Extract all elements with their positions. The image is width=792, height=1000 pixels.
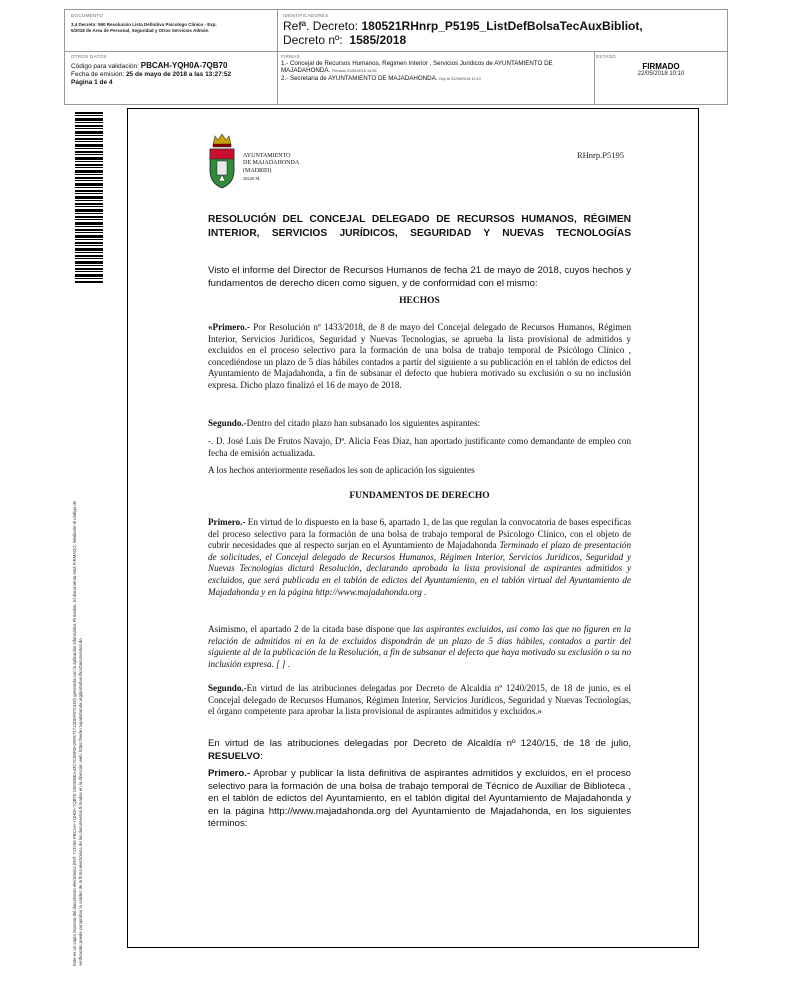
firma-1: 1.- Concejal de Recursos Humanos, Regimen Interior , Servicios Juridicos de AYUNTAMIENTO DE MAJADAHONDA. [281,60,553,74]
status-date: 22/05/2018 10:10 [637,71,685,77]
fundamentos-segundo-lead: Segundo. [208,683,244,693]
margin-line-1: Este es un copia impresa del documento electrónico (Ref: 713766 PBCAH-YQH0A-7QB70 1391EBEA43C7C06F0A29FE71713DEF07243D) generada con la aplicación informática Firmadoc. El documento está FIRMADO. Mediante el código de [72,500,77,966]
hechos-segundo-lead: Segundo. [208,418,244,428]
decreto-value: 1585/2018 [349,33,407,47]
fundamentos-primero [208,517,631,598]
fundamentos-heading: FUNDAMENTOS DE DERECHO [349,491,490,501]
intro-paragraph: Visto el informe del Director de Recursos Humanos de fecha 21 de mayo de 2018, cuyos hechos y fundamentos de derecho dicen como siguen, y de conformidad con el mismo: [208,265,631,289]
resolucion-primero-text: Aprobar y publicar la lista definitiva de aspirantes admitidos y excluidos, en el proceso selectivo para la formación de una bolsa de trabajo temporal de Técnico de Auxiliar de Biblioteca , en el tablón de edictos del Ayuntamiento, en el tablón digital del Ayuntamiento de Majadahonda y en la página http://www.majadahonda.org del Ayuntamiento de Majadahonda, en los siguientes términos: [208,768,631,830]
fecha-label: Fecha de emisión: [71,71,125,78]
resuelvo-post: : [260,750,263,762]
otros-caption: OTROS DATOS [71,54,107,59]
status-badge: FIRMADO [642,62,680,71]
reference-code: RHnrp.P5195 [577,150,624,160]
hechos-primero-lead: «Primero.- [208,322,254,332]
decreto-label: Decreto nº: [283,33,343,47]
resolution-title: RESOLUCIÓN DEL CONCEJAL DELEGADO DE RECURSOS HUMANOS, RÉGIMEN INTERIOR, SERVICIOS JURÍDICOS, SEGURIDAD Y NUEVAS TECNOLOGÍAS [208,214,631,239]
identificadores-cell [283,13,723,47]
fundamentos-primero-quote: Terminado el plazo de presentación de solicitudes, el Concejal delegado de Recursos Humanos, Régimen Interior, Servicios Jurídicos, Seguridad y Nuevas Tecnologías dictará Resolución, declarando aprobada la lista provisional de aspirantes admitidos y excluidos, que será publicada en el tablón de edictos del Ayuntamiento, en el tablón virtual del Ayuntamiento de Majadahonda y en la página http://www.majadahonda.org . [208,540,631,597]
firma-2: 2.- Secretaria de AYUNTAMIENTO DE MAJADAHONDA. [281,75,438,82]
hechos-heading: HECHOS [399,296,440,306]
fundamentos-asimismo-end: . [285,658,291,669]
hechos-segundo [208,418,631,430]
fundamentos-asimismo-text: Asimismo, el apartado 2 de la citada base dispone que [208,624,413,634]
documento-caption: DOCUMENTO [71,13,104,18]
resuelvo-pre: En virtud de las atribuciones delegadas por Decreto de Alcaldía nº 1240/15, de 18 de julio, [208,738,631,749]
documento-cell [71,13,271,33]
municipality-line-3: (MADRID) [243,167,272,174]
pagina-label: Página 1 de 4 [71,79,113,86]
estado-caption: ESTADO [596,54,616,59]
firmas-caption: FIRMAS [281,54,300,59]
estado-cell [596,54,726,77]
fundamentos-segundo [208,683,631,718]
otros-datos-cell [71,54,275,87]
resolucion-primero-lead: Primero.- [208,768,251,779]
codigo-label: Código para validación: [71,63,139,70]
margin-line-2: verificación puede comprobar la validez de la firma electrónica de los documentos firmados en la dirección web: https://sede.majadahonda.org/portal/verificaDocumentos.do [78,638,83,966]
fundamentos-segundo-text: -En virtud de las atribuciones delegadas por Decreto de Alcaldía nº 1240/2015, de 18 de junio, es el Concejal delegado de Recursos Humanos, Régimen Interior, Servicios Jurídicos, Seguridad y Nuevas Tecnologías, el órgano competente para aprobar la lista provisional de aspirantes admitidos y excluidos.» [208,683,631,717]
fundamentos-primero-text: En virtud de lo dispuesto en la base 6, apartado 1, de las que regulan la convocatoria de bases específicas del proceso selectivo para la formación de una bolsa de trabajo temporal de Psicologo Clínico, con el objeto de cubrir necesidades que al respecto surjan en el Ayuntamiento de Majadahonda [208,517,631,551]
document-header [64,9,728,105]
ref-value: 180521RHnrp_P5195_ListDefBolsaTecAuxBibliot, [361,19,643,33]
ref-label: Refª. Decreto: [283,19,359,33]
hechos-primero-text: Por Resolución nº 1433/2018, de 8 de mayo del Concejal delegado de Recursos Humanos, Régimen Interior, Servicios Jurídicos, Seguridad y Nuevas Tecnologías, se aprueba la lista provisional de admitidos y excluidos en el proceso selectivo para la formación de una bolsa de trabajo temporal de Psicólogo Clínico , concediéndose un plazo de 5 días hábiles contados a partir del siguiente a su publicación en el tablón de edictos del Ayuntamiento de Majadahonda, a fin de subsanar el defecto que hubiera motivado su exclusión o su no inclusión expresa. Dicho plazo finalizó el 16 de mayo de 2018. [208,322,631,390]
codigo-value: PBCAH-YQH0A-7QB70 [140,61,228,70]
fundamentos-primero-lead: Primero.- [208,517,246,527]
hechos-closing: A los hechos anteriormente reseñados les son de aplicación los siguientes [208,465,475,475]
fundamentos-asimismo-quote: las aspirantes excluidos, así como las que no figuren en la relación de admitidos ni en la de excluidos dispondrán de un plazo de 5 días hábiles, contados a partir del siguiente al de la publicación de la Resolución, a fin de subsanar el defecto que haya motivado su exclusión o su no inclusión expresa. [ ] [208,624,631,669]
verification-margin-text [72,306,84,966]
firma-1-date: Firmado 21/05/2018 14:45 [331,69,377,73]
fundamentos-asimismo [208,624,631,670]
identificadores-caption: IDENTIFICADORES [283,13,329,18]
resuelvo-paragraph [208,738,631,763]
municipality-postal: 28220 M. [243,175,261,181]
resolucion-primero [208,768,631,831]
resuelvo-label: RESUELVO [208,750,261,762]
documento-text: 3.4 Decreto: 590 Resolución Lista Definitiva Psicologo Clinico - Exp. 5/2018 de Area de Personal, Seguridad y Otros Servicios Admón [71,22,217,33]
municipality-block [243,153,299,182]
municipality-line-1: AYUNTAMIENTO [243,153,291,159]
barcode [75,112,103,284]
hechos-segundo-text: -Dentro del citado plazo han subsanado los siguientes aspirantes: [243,418,481,428]
fecha-value: 25 de mayo de 2018 a las 13:27:52 [125,71,232,78]
firma-2-date: Doy fe 22/05/2018 10:10 [439,77,481,81]
firmas-cell [281,54,591,83]
municipality-line-2: DE MAJADAHONDA [243,160,300,167]
hechos-primero [208,322,631,392]
coat-of-arms-icon [207,131,237,193]
hechos-segundo-detail: -. D. José Luis De Frutos Navajo, Dª. Alicia Feas Díaz, han aportado justificante como demandante de empleo con fecha de emisión actualizada. [208,436,631,458]
